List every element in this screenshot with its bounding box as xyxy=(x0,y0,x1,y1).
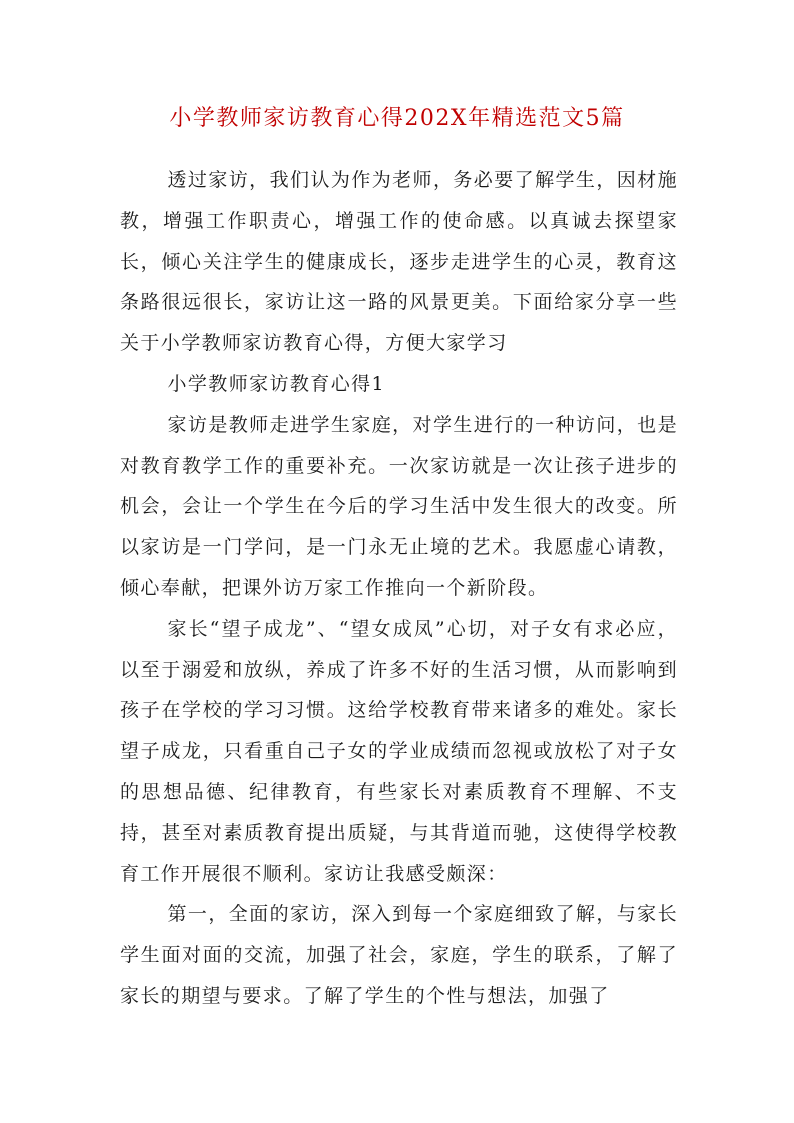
body-paragraph: 家长“望子成龙”、“望女成凤”心切，对子女有求必应，以至于溺爱和放纵，养成了许多不好的生活习惯，从而影响到孩子在学校的学习习惯。这给学校教育带来诸多的难处。家长望子成龙，只看重自己子女的学业成绩而忽视或放松了对子女的思想品德、纪律教育，有些家长对素质教育不理解、不支持，甚至对素质教育提出质疑，与其背道而驰，这使得学校教育工作开展很不顺利。家访让我感受颇深： xyxy=(120,617,678,885)
body-paragraph: 第一，全面的家访，深入到每一个家庭细致了解，与家长学生面对面的交流，加强了社会，家庭，学生的联系，了解了家长的期望与要求。了解了学生的个性与想法，加强了 xyxy=(120,903,678,1007)
document-title: 小学教师家访教育心得202X年精选范文5篇 xyxy=(169,106,625,131)
body-paragraph: 家访是教师走进学生家庭，对学生进行的一种访问，也是对教育教学工作的重要补充。一次家访就是一次让孩子进步的机会，会让一个学生在今后的学习生活中发生很大的改变。所以家访是一门学问，是一门永无止境的艺术。我愿虚心请教，倾心奉献，把课外访万家工作推向一个新阶段。 xyxy=(120,413,678,599)
document-body xyxy=(120,160,678,1017)
intro-paragraph: 透过家访，我们认为作为老师，务必要了解学生，因材施教，增强工作职责心，增强工作的使命感。以真诚去探望家长，倾心关注学生的健康成长，逐步走进学生的心灵，教育这条路很远很长，家访让这一路的风景更美。下面给家分享一些关于小学教师家访教育心得，方便大家学习 xyxy=(120,169,678,355)
section-heading: 小学教师家访教育心得1 xyxy=(167,372,385,395)
